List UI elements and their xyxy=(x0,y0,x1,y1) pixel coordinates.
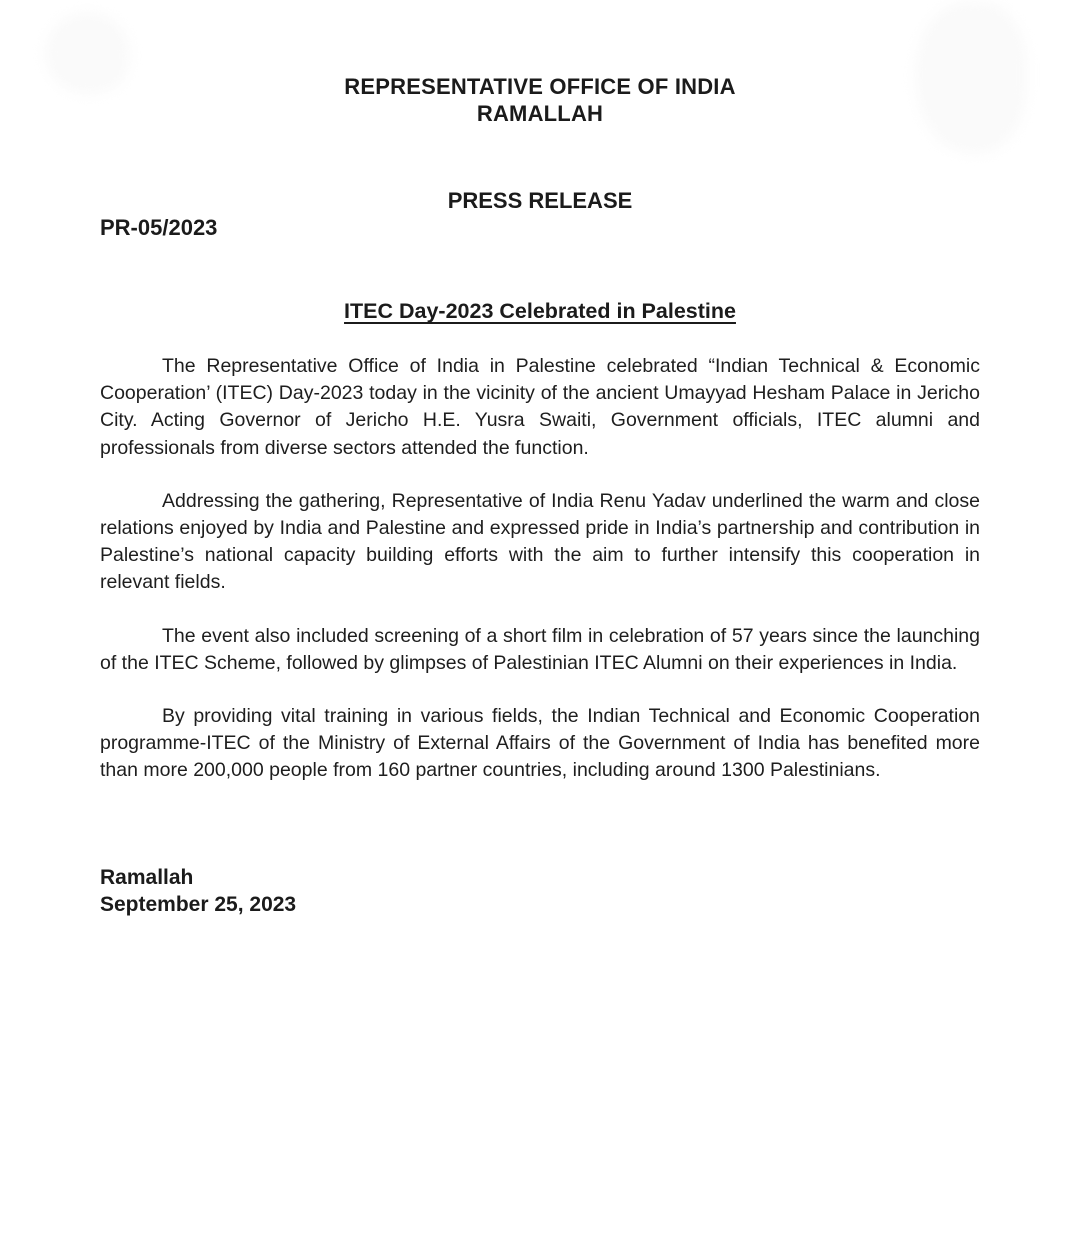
signoff-block xyxy=(100,864,980,919)
reference-number: PR-05/2023 xyxy=(100,215,218,240)
press-release-label: PRESS RELEASE xyxy=(447,188,633,213)
paragraph-2: Addressing the gathering, Representative of India Renu Yadav underlined the warm and close relations enjoyed by India and Palestine and expressed pride in India’s partnership and contribution in Palestine’s national capacity building efforts with the aim to further intensify this cooperation in relevant fields. xyxy=(100,489,980,594)
signoff-date: September 25, 2023 xyxy=(100,893,297,917)
signoff-place: Ramallah xyxy=(100,865,194,889)
document-title: ITEC Day-2023 Celebrated in Palestine xyxy=(344,299,736,323)
paragraph-4: By providing vital training in various fields, the Indian Technical and Economic Cooperation programme-ITEC of the Ministry of External Affairs of the Government of India has benefited more than more 200,000 people from 160 partner countries, including around 1300 Palestinians. xyxy=(100,705,980,782)
office-city: RAMALLAH xyxy=(476,101,604,126)
paragraph-3: The event also included screening of a short film in celebration of 57 years since the launching of the ITEC Scheme, followed by glimpses of Palestinian ITEC Alumni on their experiences in India. xyxy=(100,624,980,674)
document-content xyxy=(100,0,980,919)
paragraph-1: The Representative Office of India in Palestine celebrated “Indian Technical & Economic Cooperation’ (ITEC) Day-2023 today in the vicinity of the ancient Umayyad Hesham Palace in Jericho City. Acting Governor of Jericho H.E. Yusra Swaiti, Government officials, ITEC alumni and professionals from diverse sectors attended the function. xyxy=(100,355,980,459)
document-header xyxy=(100,0,980,127)
office-name: REPRESENTATIVE OFFICE OF INDIA xyxy=(344,74,736,99)
